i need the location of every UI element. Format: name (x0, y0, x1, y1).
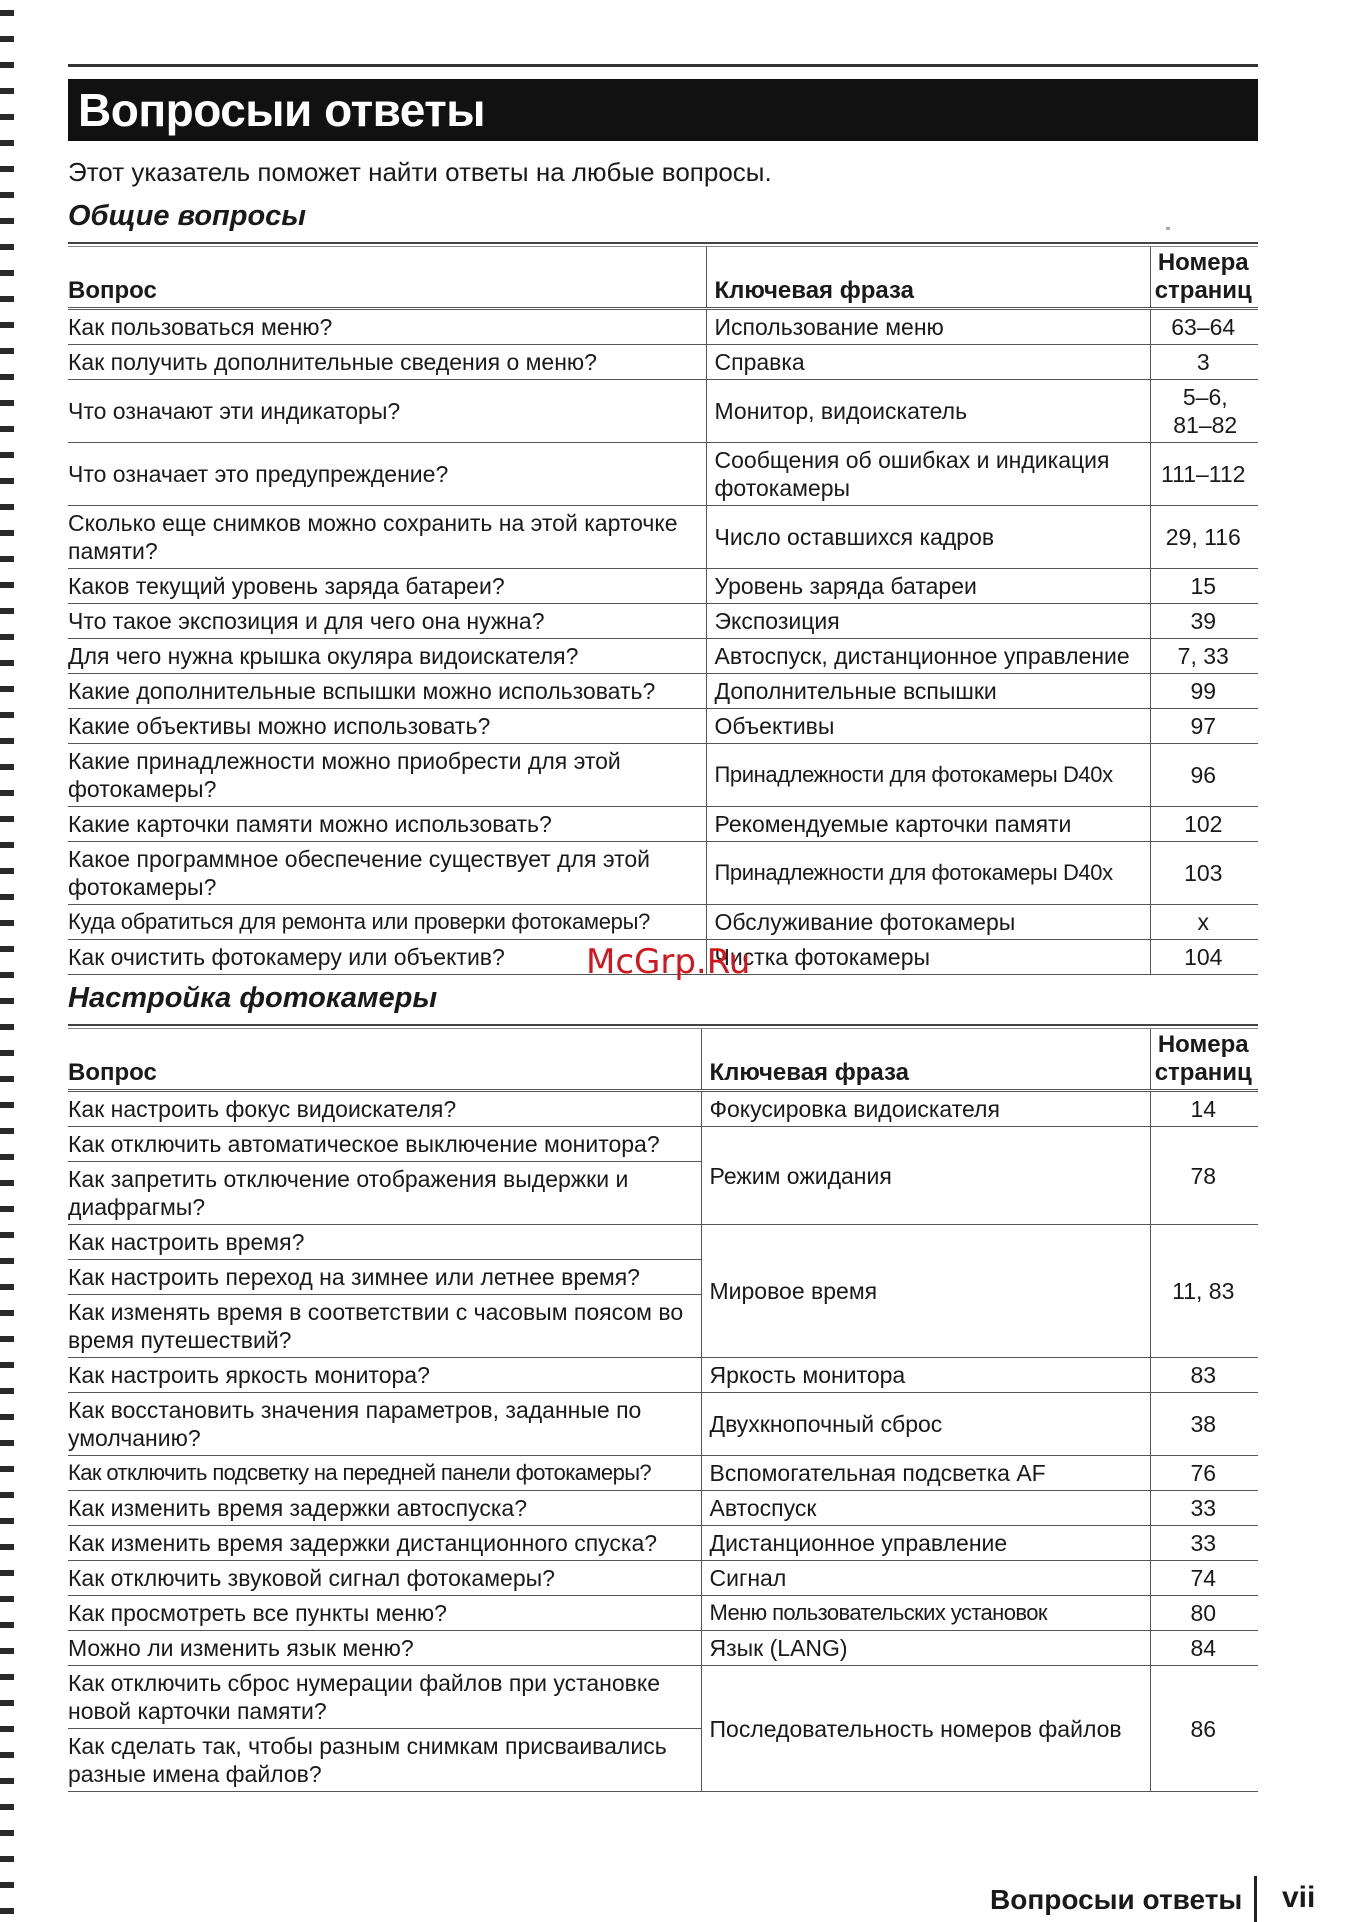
key-phrase-cell: Принадлежности для фотокамеры D40x (706, 744, 1150, 807)
table-row (68, 1127, 1258, 1162)
header-key-phrase: Ключевая фраза (706, 247, 1150, 309)
table-header-row (68, 1029, 1258, 1091)
header-pages: Номера страниц (1150, 247, 1258, 309)
page-title: Вопросыи ответы (78, 84, 486, 136)
key-phrase-cell: Справка (706, 345, 1150, 380)
question-cell: Как настроить яркость монитора? (68, 1358, 701, 1393)
key-phrase-cell: Объективы (706, 709, 1150, 744)
key-phrase-cell: Автоспуск, дистанционное управление (706, 639, 1150, 674)
question-cell: Какое программное обеспечение существует для этой фотокамеры? (68, 842, 706, 905)
question-cell: Как запретить отключение отображения выдержки и диафрагмы? (68, 1162, 701, 1225)
table-row (68, 807, 1258, 842)
page-cell: 15 (1150, 569, 1258, 604)
key-phrase-cell: Экспозиция (706, 604, 1150, 639)
key-phrase-cell: Чистка фотокамеры (706, 940, 1150, 975)
question-cell: Как изменять время в соответствии с часовым поясом во время путешествий? (68, 1295, 701, 1358)
question-cell: Как получить дополнительные сведения о меню? (68, 345, 706, 380)
question-cell: Какие принадлежности можно приобрести для этой фотокамеры? (68, 744, 706, 807)
question-cell: Как пользоваться меню? (68, 309, 706, 345)
question-cell: Как настроить переход на зимнее или летнее время? (68, 1260, 701, 1295)
question-cell: Каков текущий уровень заряда батареи? (68, 569, 706, 604)
page-cell: 104 (1150, 940, 1258, 975)
page-cell: 63–64 (1150, 309, 1258, 345)
page-cell: 111–112 (1150, 443, 1258, 506)
page-cell: 83 (1150, 1358, 1258, 1393)
page-cell: 103 (1150, 842, 1258, 905)
camera-setup-table (68, 1029, 1258, 1792)
question-cell: Для чего нужна крышка окуляра видоискателя? (68, 639, 706, 674)
table-row (68, 1666, 1258, 1729)
question-cell: Как изменить время задержки автоспуска? (68, 1491, 701, 1526)
key-phrase-cell: Число оставшихся кадров (706, 506, 1150, 569)
page-cell: 96 (1150, 744, 1258, 807)
top-rule (68, 64, 1258, 67)
page-cell: 102 (1150, 807, 1258, 842)
key-phrase-cell: Фокусировка видоискателя (701, 1091, 1150, 1127)
key-phrase-cell: Использование меню (706, 309, 1150, 345)
section-title-camera-setup: Настройка фотокамеры (68, 982, 438, 1014)
question-cell: Как изменить время задержки дистанционного спуска? (68, 1526, 701, 1561)
key-phrase-cell: Уровень заряда батареи (706, 569, 1150, 604)
table-row (68, 1596, 1258, 1631)
question-cell: Как отключить автоматическое выключение монитора? (68, 1127, 701, 1162)
table-row (68, 1225, 1258, 1260)
table-row (68, 1358, 1258, 1393)
page-cell: 84 (1150, 1631, 1258, 1666)
question-cell: Как отключить сброс нумерации файлов при установке новой карточки памяти? (68, 1666, 701, 1729)
table-row (68, 443, 1258, 506)
header-question: Вопрос (68, 247, 706, 309)
header-pages: Номера страниц (1150, 1029, 1258, 1091)
question-cell: Какие карточки памяти можно использовать? (68, 807, 706, 842)
table-row (68, 1091, 1258, 1127)
table-row (68, 506, 1258, 569)
key-phrase-cell: Обслуживание фотокамеры (706, 905, 1150, 940)
table-row (68, 1526, 1258, 1561)
table-row (68, 1631, 1258, 1666)
page-cell: x (1150, 905, 1258, 940)
key-phrase-cell: Мировое время (701, 1225, 1150, 1358)
header-question: Вопрос (68, 1029, 701, 1091)
table-row (68, 1456, 1258, 1491)
section-title-general: Общие вопросы (68, 200, 307, 232)
page-cell: 74 (1150, 1561, 1258, 1596)
footer-section-label: Вопросыи ответы (990, 1884, 1243, 1915)
page-cell: 76 (1150, 1456, 1258, 1491)
table-row (68, 380, 1258, 443)
table-row (68, 842, 1258, 905)
table-row (68, 674, 1258, 709)
footer-page-number: vii (1282, 1881, 1316, 1914)
question-cell: Какие объективы можно использовать? (68, 709, 706, 744)
key-phrase-cell: Рекомендуемые карточки памяти (706, 807, 1150, 842)
table-row (68, 1561, 1258, 1596)
table-row (68, 345, 1258, 380)
key-phrase-cell: Монитор, видоискатель (706, 380, 1150, 443)
question-cell: Как настроить время? (68, 1225, 701, 1260)
page-cell: 97 (1150, 709, 1258, 744)
page-cell: 86 (1150, 1666, 1258, 1792)
question-cell: Как настроить фокус видоискателя? (68, 1091, 701, 1127)
key-phrase-cell: Вспомогательная подсветка AF (701, 1456, 1150, 1491)
page-cell: 3 (1150, 345, 1258, 380)
page-cell: 29, 116 (1150, 506, 1258, 569)
page-cell: 39 (1150, 604, 1258, 639)
table-row (68, 604, 1258, 639)
title-bar (68, 79, 1258, 141)
page-cell: 11, 83 (1150, 1225, 1258, 1358)
table-row (68, 639, 1258, 674)
page-cell: 33 (1150, 1491, 1258, 1526)
question-cell: Как отключить подсветку на передней панели фотокамеры? (68, 1456, 701, 1491)
table-row (68, 1491, 1258, 1526)
question-cell: Можно ли изменить язык меню? (68, 1631, 701, 1666)
page-cell: 33 (1150, 1526, 1258, 1561)
key-phrase-cell: Язык (LANG) (701, 1631, 1150, 1666)
header-key-phrase: Ключевая фраза (701, 1029, 1150, 1091)
table-row (68, 744, 1258, 807)
page-cell: 78 (1150, 1127, 1258, 1225)
page-cell: 99 (1150, 674, 1258, 709)
key-phrase-cell: Сигнал (701, 1561, 1150, 1596)
key-phrase-cell: Яркость монитора (701, 1358, 1150, 1393)
key-phrase-cell: Последовательность номеров файлов (701, 1666, 1150, 1792)
table-row (68, 1393, 1258, 1456)
table-row (68, 709, 1258, 744)
page-cell: 7, 33 (1150, 639, 1258, 674)
watermark-text: McGrp.Ru (586, 942, 751, 982)
intro-text: Этот указатель поможет найти ответы на любые вопросы. (68, 157, 772, 187)
table-row (68, 905, 1258, 940)
page-cell: 38 (1150, 1393, 1258, 1456)
key-phrase-cell: Двухкнопочный сброс (701, 1393, 1150, 1456)
question-cell: Что такое экспозиция и для чего она нужна? (68, 604, 706, 639)
question-cell: Как просмотреть все пункты меню? (68, 1596, 701, 1631)
question-cell: Как отключить звуковой сигнал фотокамеры? (68, 1561, 701, 1596)
footer-separator (1254, 1876, 1257, 1922)
question-cell: Какие дополнительные вспышки можно использовать? (68, 674, 706, 709)
scan-speck (1166, 227, 1170, 230)
key-phrase-cell: Принадлежности для фотокамеры D40x (706, 842, 1150, 905)
page-cell: 80 (1150, 1596, 1258, 1631)
question-cell: Что означает это предупреждение? (68, 443, 706, 506)
key-phrase-cell: Меню пользовательских установок (701, 1596, 1150, 1631)
question-cell: Как сделать так, чтобы разным снимкам присваивались разные имена файлов? (68, 1729, 701, 1792)
question-cell: Куда обратиться для ремонта или проверки фотокамеры? (68, 905, 706, 940)
key-phrase-cell: Сообщения об ошибках и индикация фотокамеры (706, 443, 1150, 506)
key-phrase-cell: Автоспуск (701, 1491, 1150, 1526)
key-phrase-cell: Дополнительные вспышки (706, 674, 1150, 709)
page-cell: 14 (1150, 1091, 1258, 1127)
question-cell: Сколько еще снимков можно сохранить на этой карточке памяти? (68, 506, 706, 569)
general-questions-table (68, 247, 1258, 975)
key-phrase-cell: Дистанционное управление (701, 1526, 1150, 1561)
table-row (68, 309, 1258, 345)
table-row (68, 569, 1258, 604)
question-cell: Как восстановить значения параметров, заданные по умолчанию? (68, 1393, 701, 1456)
key-phrase-cell: Режим ожидания (701, 1127, 1150, 1225)
page-cell: 5–6, 81–82 (1150, 380, 1258, 443)
question-cell: Как очистить фотокамеру или объектив? (68, 940, 706, 975)
table-header-row (68, 247, 1258, 309)
page-binding-edge (0, 0, 14, 1916)
question-cell: Что означают эти индикаторы? (68, 380, 706, 443)
